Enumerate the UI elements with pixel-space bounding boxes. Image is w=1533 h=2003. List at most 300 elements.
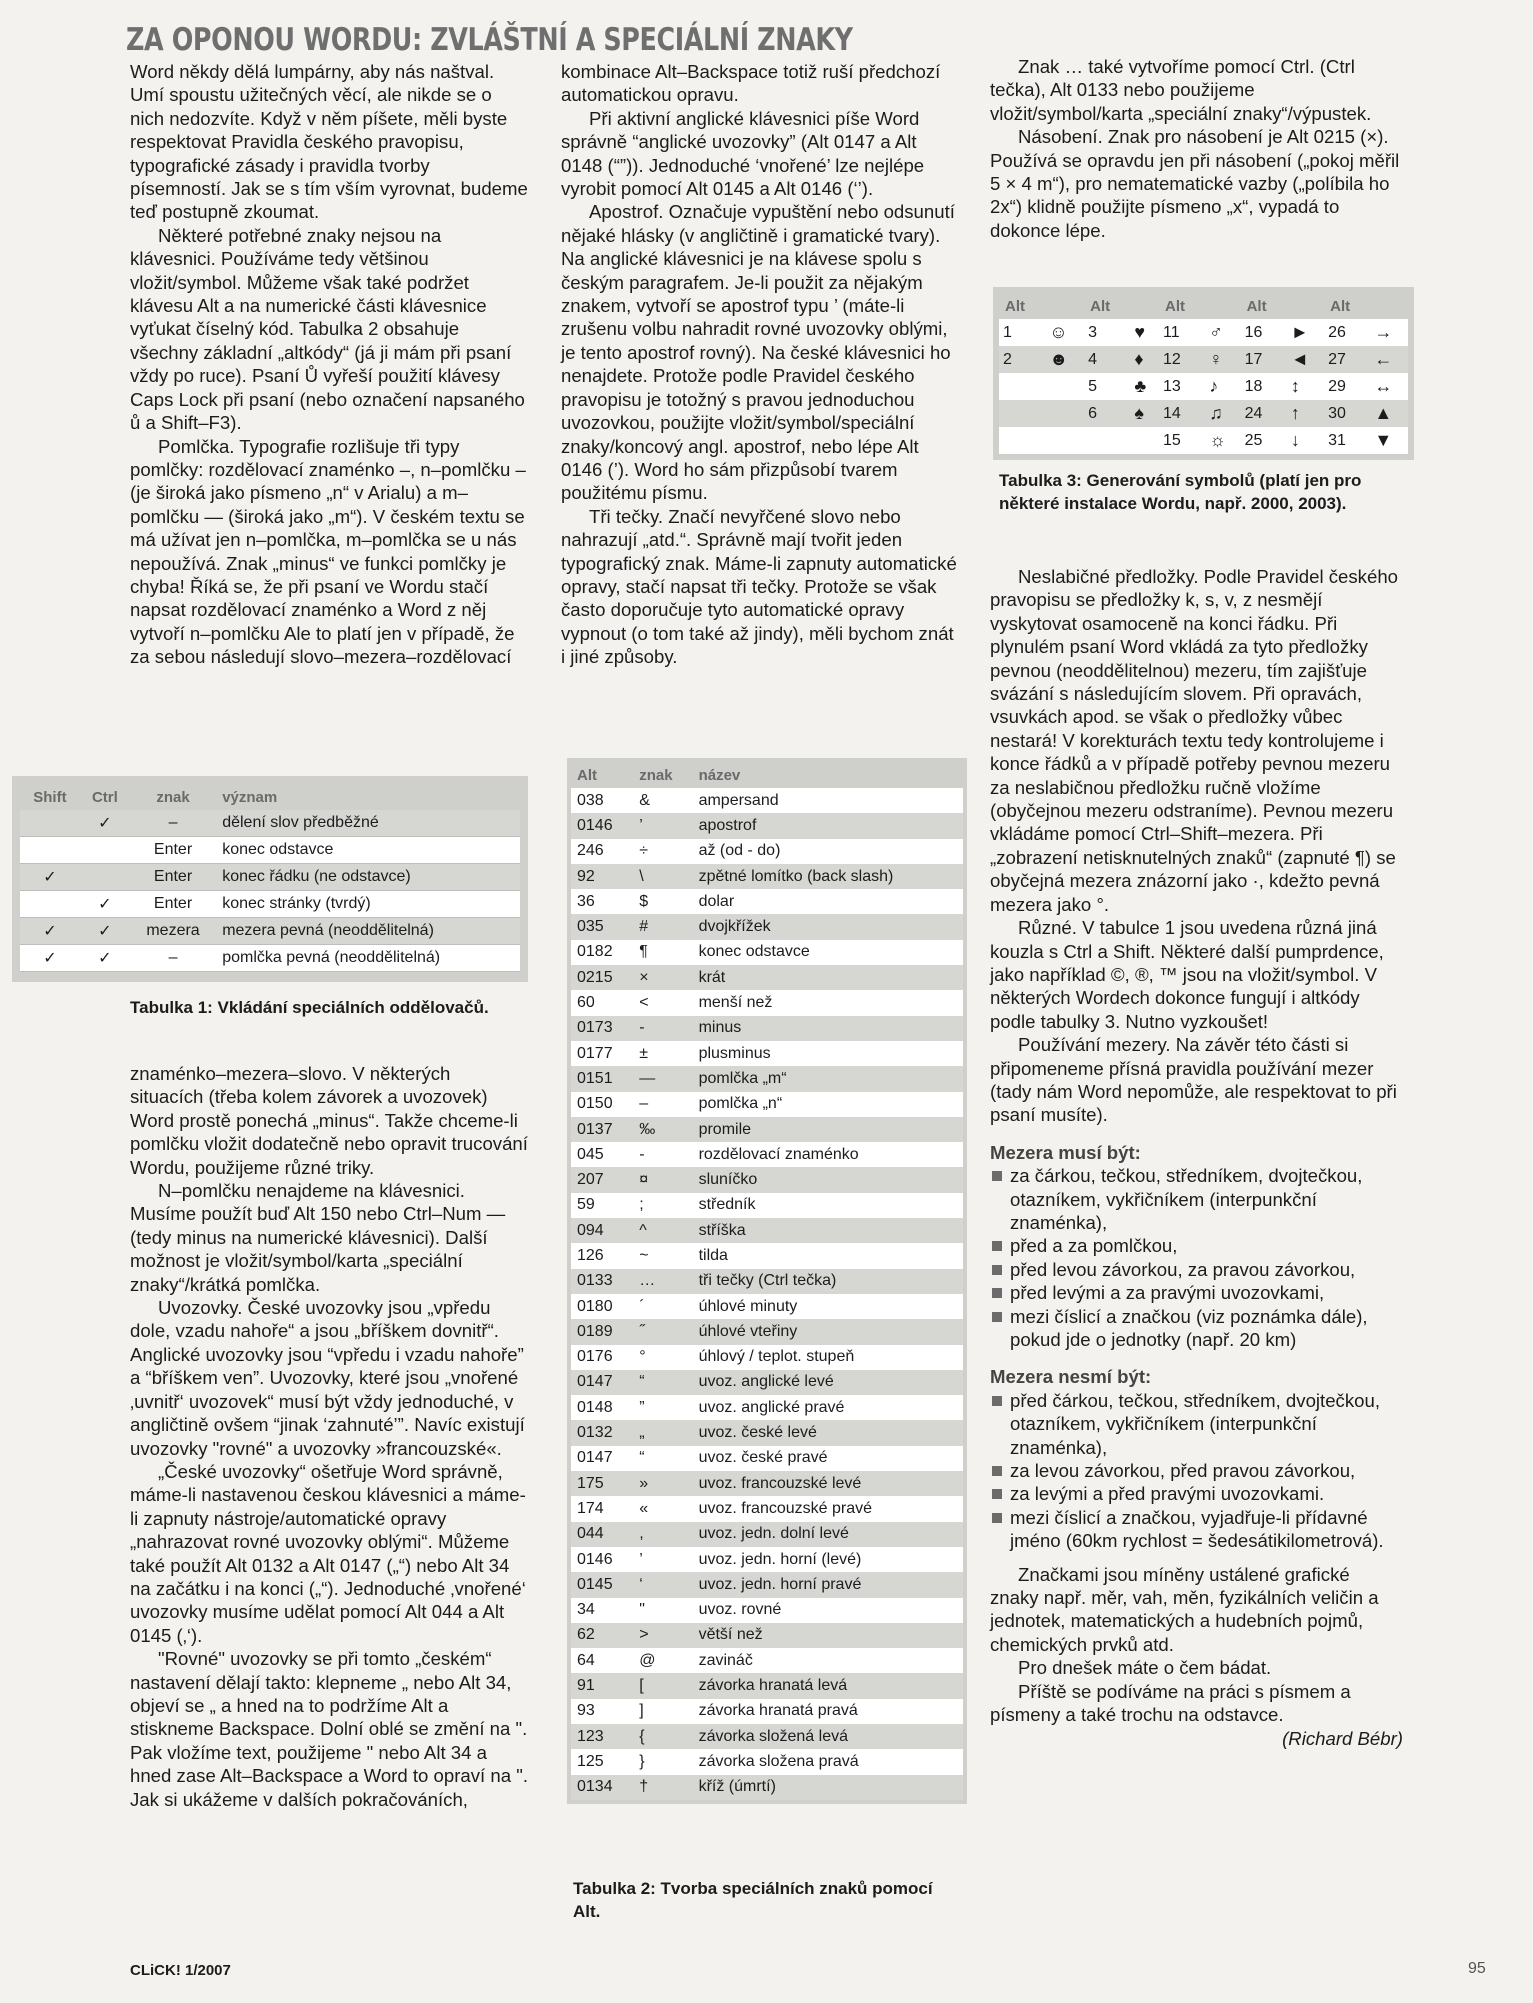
- table-cell: ▼: [1370, 427, 1408, 454]
- table-row: [571, 1598, 963, 1623]
- column-1-top: [130, 60, 528, 669]
- table-row: [999, 346, 1408, 373]
- table-cell: 6: [1084, 400, 1130, 427]
- table-cell: Enter: [130, 864, 216, 891]
- column-header: [1130, 293, 1159, 319]
- table-cell: 0145: [571, 1572, 633, 1597]
- table-cell: 5: [1084, 373, 1130, 400]
- table-cell: ♂: [1205, 319, 1240, 346]
- table-cell: 207: [571, 1167, 633, 1192]
- table-cell: závorka hranatá pravá: [693, 1699, 963, 1724]
- table-cell: ↕: [1287, 373, 1324, 400]
- table-cell: uvoz. jedn. horní pravé: [693, 1572, 963, 1597]
- column-3-bottom: [990, 565, 1403, 1750]
- list-item: před čárkou, tečkou, středníkem, dvojtečkou, otazníkem, vykřičníkem (interpunkční znaménka),: [990, 1389, 1403, 1459]
- column-header: Ctrl: [91, 788, 118, 806]
- table-cell: [1045, 400, 1084, 427]
- table-row: [571, 864, 963, 889]
- table-cell: menší než: [693, 990, 963, 1015]
- table-cell: Enter: [130, 891, 216, 918]
- list-item: za čárkou, tečkou, středníkem, dvojtečkou, otazníkem, vykřičníkem (interpunkční znaménka),: [990, 1164, 1403, 1234]
- table-cell: …: [633, 1269, 692, 1294]
- list-item: za levou závorkou, před pravou závorkou,: [990, 1459, 1403, 1482]
- paragraph: Znak … také vytvoříme pomocí Ctrl. (Ctrl tečka), Alt 0133 nebo použijeme vložit/symbol/karta „speciální znaky“/výpustek.: [990, 56, 1372, 124]
- column-header: [1370, 293, 1408, 319]
- table-row: [571, 914, 963, 939]
- table-cell: ’: [633, 813, 692, 838]
- table-cell: dělení slov předběžné: [216, 810, 520, 837]
- table-cell: uvoz. anglické pravé: [693, 1395, 963, 1420]
- list-item: mezi číslicí a značkou (viz poznámka dále), pokud jde o jednotky (např. 20 km): [990, 1305, 1403, 1352]
- table-cell: ✓: [80, 891, 130, 918]
- table-cell: mezera: [130, 918, 216, 945]
- table-row: [571, 1167, 963, 1192]
- table-cell: uvoz. francouzské levé: [693, 1471, 963, 1496]
- table-cell: 038: [571, 788, 633, 813]
- table-cell: }: [633, 1749, 692, 1774]
- list-item: před levými a za pravými uvozovkami,: [990, 1281, 1403, 1304]
- table-cell: konec řádku (ne odstavce): [216, 864, 520, 891]
- table-row: [571, 1749, 963, 1774]
- table-cell: >: [633, 1623, 692, 1648]
- table-cell: [1130, 427, 1159, 454]
- table-cell: 044: [571, 1522, 633, 1547]
- table-row: [571, 1117, 963, 1142]
- table-cell: ‘: [633, 1572, 692, 1597]
- list-item: před a za pomlčkou,: [990, 1234, 1403, 1257]
- table-cell: ×: [633, 965, 692, 990]
- table-cell: ✓: [80, 945, 130, 972]
- table-cell: 92: [571, 864, 633, 889]
- table-cell: 59: [571, 1193, 633, 1218]
- table-cell: ♥: [1130, 319, 1159, 346]
- table-cell: —: [633, 1066, 692, 1091]
- table-1-caption: Tabulka 1: Vkládání speciálních oddělovačů.: [130, 998, 489, 1017]
- table-row: [571, 1218, 963, 1243]
- table-cell: «: [633, 1496, 692, 1521]
- paragraph: Při aktivní anglické klávesnici píše Word správně “anglické uvozovky” (Alt 0147 a Alt 0148 (“”)). Jednoduché ‘vnořené’ lze nejlépe vyrobit pomocí Alt 0145 a Alt 0146 (‘’).: [561, 107, 925, 200]
- table-cell: ◄: [1287, 346, 1324, 373]
- table-cell: středník: [693, 1193, 963, 1218]
- table-row: [571, 1699, 963, 1724]
- table-cell: –: [633, 1092, 692, 1117]
- table-cell: tilda: [693, 1243, 963, 1268]
- table-row: [571, 1041, 963, 1066]
- table-cell: ✓: [80, 810, 130, 837]
- table-cell: 0133: [571, 1269, 633, 1294]
- must-list: [990, 1164, 1403, 1351]
- table-2-caption: Tabulka 2: Tvorba speciálních znaků pomocí Alt.: [573, 1879, 933, 1921]
- table-cell: “: [633, 1370, 692, 1395]
- table-cell: ♦: [1130, 346, 1159, 373]
- table-cell: uvoz. české pravé: [693, 1446, 963, 1471]
- table-cell: 0182: [571, 940, 633, 965]
- table-row: [571, 1193, 963, 1218]
- table-row: [571, 889, 963, 914]
- table-row: [571, 1775, 963, 1800]
- paragraph: Uvozovky. České uvozovky jsou „vpředu dole, vzadu nahoře“ a jsou „bříškem dovnitř“. Anglické uvozovky jsou “vpředu i vzadu nahoře” a “bříškem ven”. Uvozovky, které jsou „vnořené ‚uvnitř‘ uvozovek“ musí být vždy jednoduché, v angličtině ovšem “jinak ‘zahnuté’”. Navíc existují uvozovky "rovné" a uvozovky »francouzské«.: [130, 1297, 525, 1459]
- table-cell: ´: [633, 1294, 692, 1319]
- table-cell: ♪: [1205, 373, 1240, 400]
- table-cell: mezera pevná (neoddělitelná): [216, 918, 520, 945]
- table-cell: 0137: [571, 1117, 633, 1142]
- table-cell: pomlčka „m“: [693, 1066, 963, 1091]
- table-cell: 0150: [571, 1092, 633, 1117]
- paragraph: Značkami jsou míněny ustálené grafické znaky např. měr, vah, měn, fyzikálních veličin a jednotek, matematických a hudebních pojmů, chemických prvků atd.: [990, 1563, 1379, 1655]
- table-row: [20, 918, 520, 945]
- table-cell: 60: [571, 990, 633, 1015]
- table-cell: “: [633, 1446, 692, 1471]
- table-row: [571, 940, 963, 965]
- table-cell: 0134: [571, 1775, 633, 1800]
- table-cell: dolar: [693, 889, 963, 914]
- table-cell: 26: [1324, 319, 1370, 346]
- table-cell: uvoz. francouzské pravé: [693, 1496, 963, 1521]
- column-3-top: [990, 55, 1403, 242]
- table-cell: ÷: [633, 839, 692, 864]
- table-row: [571, 1395, 963, 1420]
- table-3: [993, 287, 1414, 460]
- table-row: [571, 788, 963, 813]
- paragraph: Pomlčka. Typografie rozlišuje tři typy pomlčky: rozdělovací znaménko –, n–pomlčku – (je široká jako písmeno „n“ v Arialu) a m–pomlčku — (široká jako „m“). V českém textu se má užívat jen n–pomlčka, m–pomlčka se u nás nepoužívá. Znak „minus“ ve funkci pomlčky je chyba! Říká se, že při psaní ve Wordu stačí napsat rozdělovací znaménko a Word z něj vytvoří n–pomlčku Ale to platí jen v případě, že za sebou následují slovo–mezera–rozdělovací: [130, 435, 526, 668]
- mustnot-heading: Mezera nesmí být:: [990, 1366, 1152, 1388]
- table-cell: [80, 837, 130, 864]
- table-row: [571, 1623, 963, 1648]
- table-row: [571, 1370, 963, 1395]
- footer-page-number: 95: [1468, 1960, 1486, 1977]
- table-cell: →: [1370, 319, 1408, 346]
- column-header: název: [698, 766, 741, 784]
- column-header: Alt: [577, 766, 597, 784]
- table-cell: 0148: [571, 1395, 633, 1420]
- table-cell: ampersand: [693, 788, 963, 813]
- author: (Richard Bébr): [1282, 1727, 1403, 1749]
- table-cell: ↔: [1370, 373, 1408, 400]
- table-cell: 15: [1159, 427, 1205, 454]
- table-cell: 13: [1159, 373, 1205, 400]
- mustnot-list: [990, 1389, 1403, 1553]
- list-item: za levými a před pravými uvozovkami.: [990, 1482, 1403, 1505]
- article-title: ZA OPONOU WORDU: ZVLÁŠTNÍ A SPECIÁLNÍ ZNAKY: [126, 22, 853, 58]
- table-row: [571, 1092, 963, 1117]
- table-row: [571, 1572, 963, 1597]
- table-cell: #: [633, 914, 692, 939]
- table-cell: 174: [571, 1496, 633, 1521]
- table-cell: až (od - do): [693, 839, 963, 864]
- table-cell: 1: [999, 319, 1045, 346]
- table-cell: pomlčka pevná (neoddělitelná): [216, 945, 520, 972]
- column-header: znak: [639, 766, 673, 784]
- table-cell: 11: [1159, 319, 1205, 346]
- table-cell: 0189: [571, 1319, 633, 1344]
- table-row: [999, 319, 1408, 346]
- table-cell: zavináč: [693, 1648, 963, 1673]
- table-row: [20, 945, 520, 972]
- table-cell: ←: [1370, 346, 1408, 373]
- table-row: [571, 1547, 963, 1572]
- table-row: [571, 1673, 963, 1698]
- table-cell: tři tečky (Ctrl tečka): [693, 1269, 963, 1294]
- table-cell: 126: [571, 1243, 633, 1268]
- table-cell: rozdělovací znaménko: [693, 1142, 963, 1167]
- table-cell: plusminus: [693, 1041, 963, 1066]
- table-cell: 0151: [571, 1066, 633, 1091]
- paragraph: Příště se podíváme na práci s písmem a písmeny a také trochu na odstavce.: [990, 1680, 1351, 1726]
- table-cell: ♫: [1205, 400, 1240, 427]
- list-item: mezi číslicí a značkou, vyjadřuje-li přídavné jméno (60km rychlost = šedesátikilometrová).: [990, 1506, 1403, 1553]
- table-cell: 64: [571, 1648, 633, 1673]
- table-cell: 123: [571, 1724, 633, 1749]
- table-cell: ^: [633, 1218, 692, 1243]
- paragraph: Používání mezery. Na závěr této části si připomeneme přísná pravidla používání mezer (tady nám Word nepomůže, ale respektovat to při psaní musíte).: [990, 1034, 1397, 1126]
- table-row: [571, 990, 963, 1015]
- table-row: [571, 1420, 963, 1445]
- table-cell: ♣: [1130, 373, 1159, 400]
- table-cell: 094: [571, 1218, 633, 1243]
- paragraph: Apostrof. Označuje vypuštění nebo odsunutí nějaké hlásky (v angličtině i gramatické tvary). Na anglické klávesnici je na klávese spolu s českým paragrafem. Je-li použit za nějakým znakem, vytvoří se apostrof typu ’ (máte-li zrušenu volbu nahradit rovné uvozovky oblými, je tento apostrof rovný). Na české klávesnici ho nenajdete. Protože podle Pravidel českého pravopisu je totožný s pravou jednoduchou uvozovkou, použijte vložit/symbol/speciální znaky/koncový angl. apostrof, nebo lépe Alt 0146 (’). Word ho sám přizpůsobí tvarem použitému písmu.: [561, 201, 955, 504]
- table-cell: úhlové vteřiny: [693, 1319, 963, 1344]
- table-cell: [20, 837, 80, 864]
- table-cell: ✓: [20, 918, 80, 945]
- table-cell: závorka složena pravá: [693, 1749, 963, 1774]
- table-cell: &: [633, 788, 692, 813]
- table-cell: 62: [571, 1623, 633, 1648]
- table-cell: uvoz. anglické levé: [693, 1370, 963, 1395]
- footer-magazine: CLiCK! 1/2007: [130, 1962, 231, 1979]
- table-cell: ¶: [633, 940, 692, 965]
- table-cell: konec odstavce: [216, 837, 520, 864]
- table-row: [20, 864, 520, 891]
- column-header: [1205, 293, 1240, 319]
- table-row: [20, 810, 520, 837]
- table-row: [571, 1016, 963, 1041]
- table-cell: [20, 810, 80, 837]
- table-cell: větší než: [693, 1623, 963, 1648]
- table-row: [571, 839, 963, 864]
- table-cell: 0215: [571, 965, 633, 990]
- table-cell: [999, 427, 1045, 454]
- table-cell: „: [633, 1420, 692, 1445]
- table-cell: [999, 400, 1045, 427]
- table-cell: stříška: [693, 1218, 963, 1243]
- table-header-row: [20, 784, 520, 810]
- column-header: Alt: [1005, 297, 1025, 315]
- table-row: [571, 1345, 963, 1370]
- table-cell: 035: [571, 914, 633, 939]
- table-1: [12, 776, 528, 982]
- column-header: Alt: [1330, 297, 1351, 315]
- table-row: [571, 1446, 963, 1471]
- table-cell: konec odstavce: [693, 940, 963, 965]
- table-cell: 31: [1324, 427, 1370, 454]
- table-cell: 0147: [571, 1446, 633, 1471]
- table-cell: 0176: [571, 1345, 633, 1370]
- column-header: znak: [156, 788, 190, 806]
- table-cell: 045: [571, 1142, 633, 1167]
- table-cell: ↓: [1287, 427, 1324, 454]
- table-cell: 24: [1241, 400, 1287, 427]
- table-cell: uvoz. jedn. horní (levé): [693, 1547, 963, 1572]
- paragraph: "Rovné" uvozovky se při tomto „českém“ nastavení dělají takto: klepneme „ nebo Alt 34, objeví se „ a hned na to podržíme Alt a stiskneme Backspace. Dolní oblé se změní na ". Pak vložíme text, použijeme " nebo Alt 34 a hned zase Alt–Backspace a Word to opraví na ". Jak si ukážeme v dalších pokračováních,: [130, 1648, 528, 1810]
- table-cell: 0132: [571, 1420, 633, 1445]
- table-cell: 0177: [571, 1041, 633, 1066]
- table-cell: [1084, 427, 1130, 454]
- table-2: [567, 758, 967, 1804]
- column-header: [1045, 293, 1084, 319]
- table-row: [571, 965, 963, 990]
- paragraph: Tři tečky. Značí nevyřčené slovo nebo nahrazují „atd.“. Správně mají tvořit jeden typografický znak. Máme-li zapnuty automatické opravy, stačí napsat tři tečky. Protože se však často doporučuje tyto automatické opravy vypnout (o tom také až jindy), měli bychom znát i jiné způsoby.: [561, 505, 957, 668]
- table-cell: 0146: [571, 1547, 633, 1572]
- table-cell: konec stránky (tvrdý): [216, 891, 520, 918]
- table-cell: 29: [1324, 373, 1370, 400]
- table-cell: 17: [1241, 346, 1287, 373]
- table-header-row: [571, 762, 963, 788]
- list-item: před levou závorkou, za pravou závorkou,: [990, 1258, 1403, 1281]
- table-cell: –: [130, 810, 216, 837]
- paragraph: Pro dnešek máte o čem bádat.: [1018, 1657, 1272, 1679]
- table-cell: [1045, 427, 1084, 454]
- table-cell: 34: [571, 1598, 633, 1623]
- table-cell: krát: [693, 965, 963, 990]
- table-cell: ↑: [1287, 400, 1324, 427]
- table-cell: 18: [1241, 373, 1287, 400]
- paragraph: Některé potřebné znaky nejsou na klávesnici. Používáme tedy většinou vložit/symbol. Můžeme však také podržet klávesu Alt a na numerické části klávesnice vyťukat číselný kód. Tabulka 2 obsahuje všechny základní „altkódy“ (já ji mám při psaní vždy po ruce). Psaní Ů vyřeší použití klávesy Caps Lock při psaní (nebo označení napsaného ů a Shift–F3).: [130, 224, 525, 434]
- table-cell: uvoz. jedn. dolní levé: [693, 1522, 963, 1547]
- table-cell: ♠: [1130, 400, 1159, 427]
- table-cell: -: [633, 1016, 692, 1041]
- table-row: [571, 1243, 963, 1268]
- table-cell: kříž (úmrtí): [693, 1775, 963, 1800]
- table-cell: ✓: [20, 864, 80, 891]
- table-cell: ”: [633, 1395, 692, 1420]
- table-cell: –: [130, 945, 216, 972]
- table-cell: ~: [633, 1243, 692, 1268]
- table-3-caption: Tabulka 3: Generování symbolů (platí jen pro některé instalace Wordu, např. 2000, 2003).: [999, 471, 1362, 513]
- table-cell: @: [633, 1648, 692, 1673]
- table-row: [571, 1724, 963, 1749]
- table-cell: úhlový / teplot. stupeň: [693, 1345, 963, 1370]
- must-heading: Mezera musí být:: [990, 1141, 1141, 1163]
- table-cell: †: [633, 1775, 692, 1800]
- table-row: [999, 373, 1408, 400]
- table-row: [571, 1496, 963, 1521]
- table-row: [571, 1066, 963, 1091]
- table-cell: 14: [1159, 400, 1205, 427]
- table-row: [571, 1319, 963, 1344]
- table-cell: 12: [1159, 346, 1205, 373]
- table-cell: °: [633, 1345, 692, 1370]
- table-cell: [1045, 373, 1084, 400]
- column-2-top: [561, 60, 961, 669]
- table-cell: ;: [633, 1193, 692, 1218]
- table-row: [571, 1648, 963, 1673]
- table-row: [20, 891, 520, 918]
- table-cell: úhlové minuty: [693, 1294, 963, 1319]
- table-cell: ▲: [1370, 400, 1408, 427]
- table-cell: 0173: [571, 1016, 633, 1041]
- table-cell: ˝: [633, 1319, 692, 1344]
- table-cell: \: [633, 864, 692, 889]
- paragraph: N–pomlčku nenajdeme na klávesnici. Musíme použít buď Alt 150 nebo Ctrl–Num — (tedy minus na numerické klávesnici). Další možnost je vložit/symbol/karta „speciální znaky“/krátká pomlčka.: [130, 1180, 506, 1295]
- paragraph: Neslabičné předložky. Podle Pravidel českého pravopisu se předložky k, s, v, z nesmějí vyskytovat osamoceně na konci řádku. Při plynulém psaní Word vkládá za tyto předložky pevnou (neoddělitelnou) mezeru, tím zajišťuje svázání s následujícím slovem. Při opravách, vsuvkách apod. se však o předložky vůbec nestará! V korekturách textu tedy kontrolujeme i konce řádků a v případě potřeby pevnou mezeru za neslabičnou předložku ručně vložíme (obyčejnou mezeru odstraníme). Pevnou mezeru vkládáme pomocí Ctrl–Shift–mezera. Při „zobrazení netisknutelných znaků“ (zapnuté ¶) se obyčejná mezera znázorní jako ·, kdežto pevná mezera jako °.: [990, 566, 1399, 915]
- table-cell: 30: [1324, 400, 1370, 427]
- table-cell: minus: [693, 1016, 963, 1041]
- table-cell: 246: [571, 839, 633, 864]
- table-cell: ✓: [20, 945, 80, 972]
- column-header: Alt: [1246, 297, 1267, 315]
- table-cell: 93: [571, 1699, 633, 1724]
- table-cell: »: [633, 1471, 692, 1496]
- table-cell: 25: [1241, 427, 1287, 454]
- table-cell: $: [633, 889, 692, 914]
- table-cell: ♀: [1205, 346, 1240, 373]
- table-row: [999, 400, 1408, 427]
- table-row: [20, 837, 520, 864]
- table-row: [571, 1142, 963, 1167]
- table-cell: ": [633, 1598, 692, 1623]
- table-cell: 36: [571, 889, 633, 914]
- paragraph: znaménko–mezera–slovo. V některých situacích (třeba kolem závorek a uvozovek) Word prostě ponechá „minus“. Takže chceme-li pomlčku vložit dodatečně nebo opravit trucování Wordu, použijeme různé triky.: [130, 1063, 528, 1178]
- table-cell: [: [633, 1673, 692, 1698]
- table-cell: ►: [1287, 319, 1324, 346]
- column-header: [1287, 293, 1324, 319]
- column-header: Alt: [1164, 297, 1185, 315]
- table-row: [571, 1471, 963, 1496]
- table-cell: 3: [1084, 319, 1130, 346]
- table-cell: 4: [1084, 346, 1130, 373]
- table-row: [999, 427, 1408, 454]
- table-cell: apostrof: [693, 813, 963, 838]
- table-cell: 0147: [571, 1370, 633, 1395]
- table-cell: ☻: [1045, 346, 1084, 373]
- table-cell: -: [633, 1142, 692, 1167]
- table-cell: promile: [693, 1117, 963, 1142]
- table-cell: ☺: [1045, 319, 1084, 346]
- table-cell: <: [633, 990, 692, 1015]
- table-cell: 0146: [571, 813, 633, 838]
- table-row: [571, 1294, 963, 1319]
- table-cell: ‰: [633, 1117, 692, 1142]
- column-header: Shift: [33, 788, 67, 806]
- table-cell: Enter: [130, 837, 216, 864]
- table-cell: [80, 864, 130, 891]
- table-cell: uvoz. české levé: [693, 1420, 963, 1445]
- table-cell: [999, 373, 1045, 400]
- paragraph: kombinace Alt–Backspace totiž ruší předchozí automatickou opravu.: [561, 61, 941, 106]
- table-cell: dvojkřížek: [693, 914, 963, 939]
- table-cell: ¤: [633, 1167, 692, 1192]
- paragraph: Násobení. Znak pro násobení je Alt 0215 (×). Používá se opravdu jen při násobení („pokoj měřil 5 × 4 m“), pro nematematické vazby („políbila ho 2x“) klidně použijte písmeno „x“, vypadá to dokonce lépe.: [990, 126, 1400, 241]
- table-row: [571, 1269, 963, 1294]
- table-cell: 2: [999, 346, 1045, 373]
- table-cell: 175: [571, 1471, 633, 1496]
- paragraph: „České uvozovky“ ošetřuje Word správně, máme-li nastavenou českou klávesnici a máme-li zapnuty nástroje/automatické opravy „nahrazovat rovné uvozovky oblými“. Můžeme také použít Alt 0132 a Alt 0147 („“) nebo Alt 34 na začátku i na konci („“). Jednoduché ‚vnořené‘ uvozovky musíme udělat pomocí Alt 044 a Alt 0145 (‚‘).: [130, 1460, 526, 1646]
- table-row: [571, 1522, 963, 1547]
- table-header-row: [999, 293, 1408, 319]
- table-cell: 16: [1241, 319, 1287, 346]
- table-cell: {: [633, 1724, 692, 1749]
- table-cell: 0180: [571, 1294, 633, 1319]
- table-cell: sluníčko: [693, 1167, 963, 1192]
- table-cell: ]: [633, 1699, 692, 1724]
- table-cell: ☼: [1205, 427, 1240, 454]
- table-cell: ✓: [80, 918, 130, 945]
- column-header: Alt: [1090, 297, 1111, 315]
- table-cell: závorka složená levá: [693, 1724, 963, 1749]
- table-cell: uvoz. rovné: [693, 1598, 963, 1623]
- paragraph: Různé. V tabulce 1 jsou uvedena různá jiná kouzla s Ctrl a Shift. Některé další pumprdence, jako například ©, ®, ™ jsou na vložit/symbol. V některých Wordech dokonce fungují i altkódy podle tabulky 3. Nutno vyzkoušet!: [990, 917, 1384, 1032]
- table-row: [571, 813, 963, 838]
